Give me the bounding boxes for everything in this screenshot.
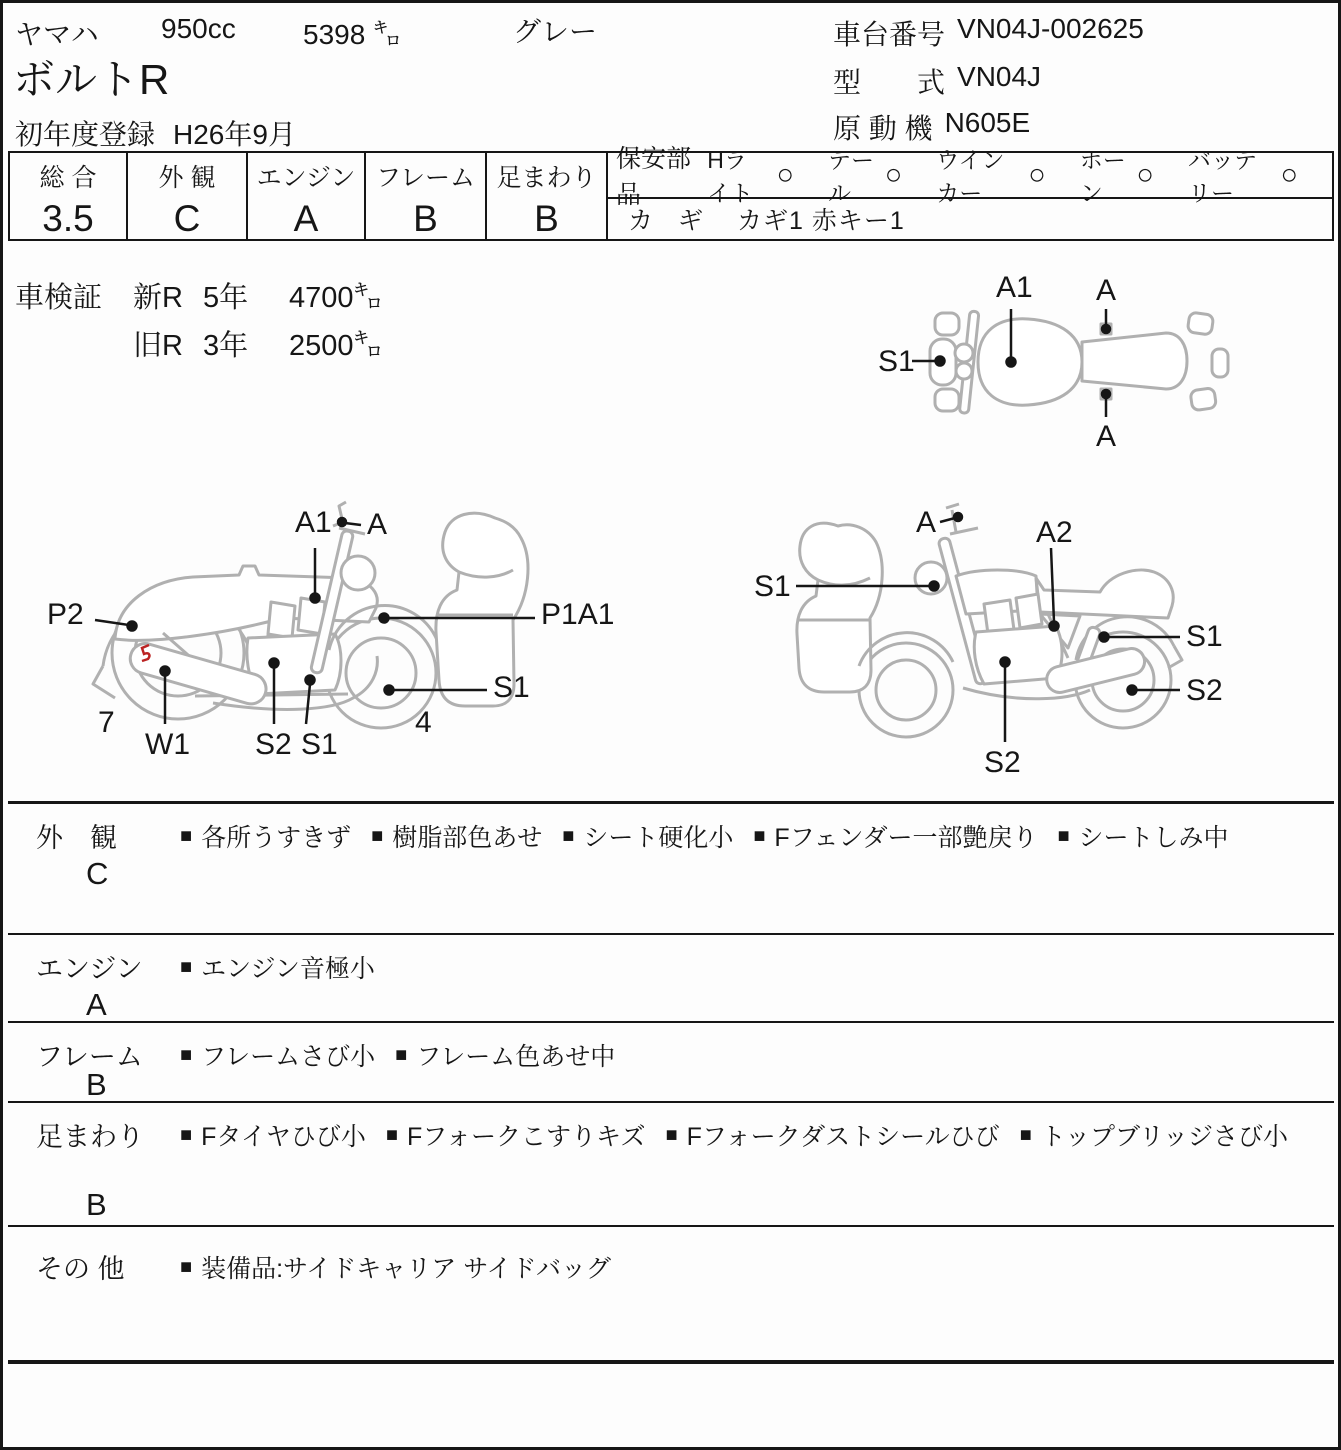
diagram-top-view	[878, 265, 1298, 460]
chassis-value: VN04J-002625	[957, 13, 1144, 44]
grade-cell-exterior	[128, 153, 248, 239]
safety-parts-cell	[608, 145, 1332, 239]
section-other	[8, 1225, 1334, 1360]
section-undercarriage	[8, 1101, 1334, 1225]
bullet-icon: ■	[562, 824, 575, 847]
damage-label-a: A	[1096, 274, 1117, 307]
condition-note: ■ トップブリッジさび小	[1019, 1123, 1288, 1151]
condition-note: ■ エンジン音極小	[180, 955, 375, 983]
shaken-label: 車検証	[15, 282, 103, 314]
section-notes	[180, 1249, 1318, 1285]
mileage: 5398 ㌔	[303, 19, 402, 50]
shaken-distance: 2500㌔	[289, 330, 383, 362]
first-reg-value: H26年9月	[173, 119, 296, 150]
status-circle-icon: ○	[884, 158, 903, 191]
safety-parts-label: 保安部品	[616, 145, 692, 209]
first-reg-label: 初年度登録	[15, 119, 156, 150]
damage-label-a: A	[1096, 420, 1117, 453]
grade-value: B	[534, 198, 559, 239]
body-color: グレー	[513, 16, 598, 47]
grade-label: 総 合	[39, 164, 97, 192]
condition-note: ■ フレーム色あせ中	[395, 1043, 616, 1071]
grade-cell-undercarriage	[487, 153, 608, 239]
damage-label-s1: S1	[878, 345, 915, 378]
damage-label-a2: A2	[1036, 516, 1073, 549]
shaken-years: 5年	[203, 282, 249, 314]
damage-label-p1a1: P1A1	[541, 598, 615, 631]
grade-cell-frame	[366, 153, 487, 239]
section-notes	[180, 818, 1318, 854]
bullet-icon: ■	[371, 824, 384, 847]
bullet-icon: ■	[1057, 824, 1070, 847]
key-value: カギ1 赤キー1	[737, 207, 905, 235]
type-row	[833, 61, 1041, 101]
damage-label-p2: P2	[47, 598, 84, 631]
grade-cell-overall	[10, 153, 128, 239]
grade-cell-engine	[248, 153, 366, 239]
status-circle-icon: ○	[1136, 158, 1154, 191]
grade-label: 外 観	[158, 164, 216, 192]
condition-note: ■ シートしみ中	[1057, 824, 1229, 852]
grade-value: B	[413, 198, 438, 239]
grade-label: 足まわり	[496, 164, 597, 192]
condition-note: ■ フレームさび小	[180, 1043, 376, 1071]
key-label: カ ギ	[628, 207, 704, 235]
key-row	[608, 199, 1332, 239]
safety-item-battery: バッテリー ○	[1187, 147, 1298, 206]
section-label: エンジン	[36, 954, 143, 984]
bullet-icon: ■	[180, 824, 193, 847]
shaken-years: 3年	[203, 330, 249, 362]
section-notes	[180, 1037, 1318, 1073]
condition-note: ■ Fタイヤひび小	[180, 1123, 366, 1151]
damage-label-a1: A1	[996, 271, 1033, 304]
section-label: その 他	[36, 1254, 125, 1284]
chassis-label: 車台番号	[833, 19, 946, 50]
section-label: 足まわり	[36, 1122, 144, 1152]
section-grade: A	[86, 987, 107, 1022]
condition-note: ■ Fフォークダストシールひび	[665, 1123, 1000, 1151]
bullet-icon: ■	[180, 1043, 193, 1066]
condition-note: ■ Fフォークこすりキズ	[385, 1123, 646, 1151]
bullet-icon: ■	[665, 1123, 678, 1146]
section-engine	[8, 933, 1334, 1021]
safety-item-tail: テール ○	[828, 147, 903, 206]
status-circle-icon: ○	[1028, 158, 1046, 191]
motorcycle-top-view-drawing	[878, 265, 1298, 460]
condition-note: ■ Fフェンダー一部艶戻り	[753, 824, 1038, 852]
motorcycle-side-view-drawing	[43, 498, 633, 773]
condition-note: ■ 各所うすきず	[180, 824, 352, 852]
condition-note: ■ シート硬化小	[562, 824, 734, 852]
status-circle-icon: ○	[1280, 158, 1298, 191]
engine-code-label: 原 動 機	[833, 113, 933, 144]
model-name: ボルトR	[13, 56, 170, 103]
section-exterior	[8, 801, 1334, 933]
bullet-icon: ■	[180, 1123, 193, 1146]
section-notes	[180, 949, 1318, 985]
section-label: 外 観	[36, 823, 117, 853]
section-notes	[180, 1117, 1318, 1153]
bullet-icon: ■	[180, 955, 193, 978]
damage-label-s2: S2	[984, 746, 1021, 779]
safety-item-horn: ホーン ○	[1079, 147, 1154, 206]
diagram-left-side-view	[738, 498, 1341, 788]
section-grade: B	[86, 1187, 107, 1222]
engine-code-value: N605E	[944, 107, 1031, 138]
status-circle-icon: ○	[776, 158, 795, 191]
shaken-term: 新R	[133, 282, 183, 314]
engine-code-row	[833, 107, 1030, 147]
grade-label: フレーム	[375, 164, 475, 192]
chassis-row	[833, 13, 1144, 53]
section-grade: C	[86, 856, 109, 891]
type-value: VN04J	[957, 61, 1042, 92]
bullet-icon: ■	[753, 824, 766, 847]
damage-label-s1: S1	[301, 728, 338, 761]
bullet-icon: ■	[395, 1043, 408, 1066]
damage-label-s2: S2	[1186, 674, 1223, 707]
section-grade: B	[86, 1067, 107, 1102]
safety-item-winker: ウインカー ○	[936, 147, 1046, 206]
damage-label-s1: S1	[493, 671, 530, 704]
wheel-number: 7	[98, 706, 115, 739]
shaken-distance: 4700㌔	[289, 282, 383, 314]
maker-name: ヤマハ	[15, 19, 99, 50]
safety-parts-row	[608, 145, 1332, 209]
bullet-icon: ■	[1019, 1123, 1032, 1146]
diagram-right-side-view	[43, 498, 633, 773]
section-empty	[8, 1360, 1334, 1442]
shaken-term: 旧R	[133, 330, 183, 362]
section-label: フレーム	[36, 1042, 143, 1072]
condition-sections	[8, 801, 1334, 1442]
condition-note: ■ 装備品:サイドキャリア サイドバッグ	[180, 1255, 611, 1283]
bullet-icon: ■	[180, 1255, 193, 1278]
type-label: 型 式	[833, 67, 946, 98]
section-frame	[8, 1021, 1334, 1101]
damage-label-w1: W1	[145, 728, 190, 761]
damage-label-a1: A1	[295, 506, 332, 539]
damage-label-s1: S1	[1186, 620, 1223, 653]
grade-label: エンジン	[256, 164, 356, 192]
damage-label-a: A	[367, 508, 388, 541]
grade-value: A	[293, 198, 319, 239]
rating-table	[8, 145, 1334, 241]
safety-item-headlight: Hライト ○	[707, 147, 795, 206]
shaken-block	[15, 275, 383, 364]
grade-value: C	[173, 198, 201, 239]
damage-label-s2: S2	[255, 728, 292, 761]
damage-label-a: A	[916, 506, 937, 539]
bullet-icon: ■	[385, 1123, 398, 1146]
displacement: 950cc	[161, 13, 236, 44]
damage-label-s1: S1	[754, 570, 791, 603]
condition-note: ■ 樹脂部色あせ	[371, 824, 543, 852]
wheel-number: 4	[415, 706, 432, 739]
grade-value: 3.5	[42, 198, 94, 239]
